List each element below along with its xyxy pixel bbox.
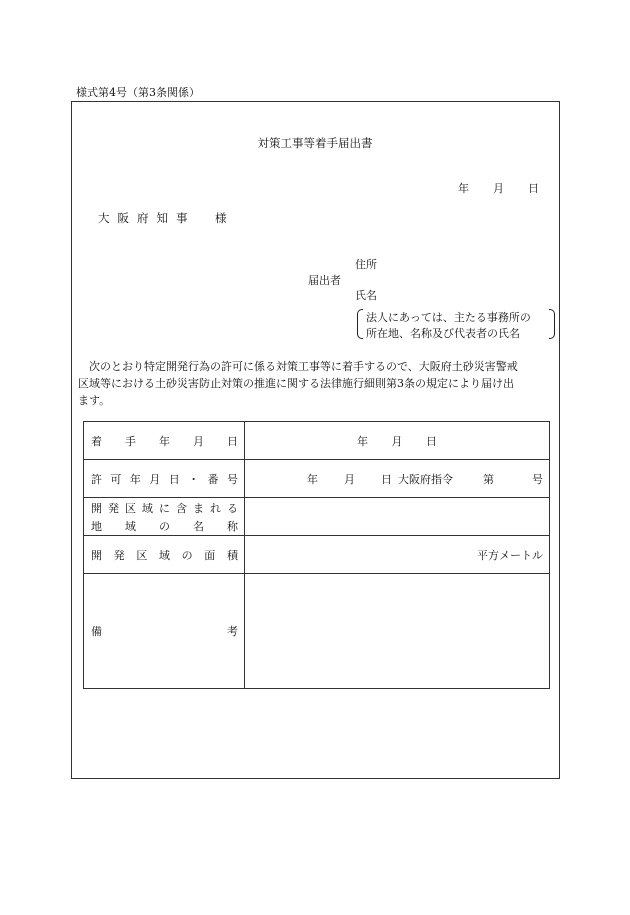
submission-date <box>458 180 539 196</box>
label-char: 域 <box>142 501 153 515</box>
table-row <box>84 536 550 574</box>
permit-year: 年 <box>307 472 318 486</box>
applicant-label: 届出者 <box>308 274 341 287</box>
label-char: に <box>159 501 170 515</box>
label-char: 備 <box>91 625 102 638</box>
label-char: 開 <box>91 548 102 562</box>
body-line-1: 次のとおり特定開発行為の許可に係る対策工事等に着手するので、大阪府土砂災害警戒 <box>78 360 518 373</box>
corporate-note-line1: 法人にあっては、主たる事務所の <box>366 311 531 324</box>
label-char: 積 <box>226 548 238 562</box>
label-char: 着 <box>91 434 102 448</box>
label-char: ・ <box>188 472 200 486</box>
area-size-label <box>84 536 245 574</box>
label-char: 番 <box>207 472 219 486</box>
start-month: 月 <box>391 434 403 448</box>
area-size-value[interactable] <box>245 536 550 574</box>
date-day: 日 <box>528 182 539 195</box>
label-char: 称 <box>227 519 238 533</box>
label-char: 年 <box>159 434 170 448</box>
label-char: の <box>159 519 170 533</box>
label-char: 区 <box>125 501 136 515</box>
name-label: 氏名 <box>355 289 377 302</box>
label-char: 年 <box>129 472 141 486</box>
start-date-label <box>84 422 245 460</box>
label-char: 許 <box>91 472 102 486</box>
bracket-left <box>357 309 363 339</box>
date-year: 年 <box>458 182 469 195</box>
label-char: 発 <box>113 548 125 562</box>
label-char: 域 <box>158 548 170 562</box>
label-char: 日 <box>227 434 238 448</box>
permit-number-suffix: 号 <box>532 472 543 486</box>
corporate-note <box>357 309 555 341</box>
table-row <box>84 498 550 536</box>
body-paragraph <box>78 358 558 409</box>
label-char: れ <box>210 501 221 515</box>
table-row <box>84 422 550 460</box>
address-label: 住所 <box>355 258 377 271</box>
permit-number-prefix: 第 <box>483 472 494 486</box>
form-code: 様式第4号（第3条関係） <box>76 86 200 99</box>
label-char: 日 <box>168 472 180 486</box>
label-char: 号 <box>226 472 238 486</box>
construction-info-table <box>83 421 550 689</box>
label-char: 発 <box>108 501 119 515</box>
label-char: 含 <box>176 501 187 515</box>
label-char: 開 <box>91 501 102 515</box>
label-char: ま <box>193 501 204 515</box>
date-month: 月 <box>493 182 504 195</box>
bracket-right <box>549 309 555 339</box>
label-char: 考 <box>227 625 238 638</box>
area-unit: 平方メートル <box>477 548 543 562</box>
permit-date-number-label <box>84 460 245 498</box>
remarks-value[interactable] <box>245 574 550 689</box>
label-char: る <box>227 501 238 515</box>
start-date-value[interactable] <box>245 422 550 460</box>
label-char: 名 <box>193 519 204 533</box>
label-char: 月 <box>193 434 204 448</box>
remarks-label <box>84 574 245 689</box>
label-char: 地 <box>91 519 102 533</box>
body-line-3: ます。 <box>78 394 111 407</box>
start-year: 年 <box>357 434 368 448</box>
label-char: 面 <box>204 548 216 562</box>
permit-day: 日 <box>381 472 392 486</box>
area-name-label <box>84 498 245 536</box>
label-char: の <box>181 548 193 562</box>
start-day: 日 <box>426 434 437 448</box>
table-row <box>84 574 550 689</box>
corporate-note-line2: 所在地、名称及び代表者の氏名 <box>366 327 520 340</box>
table-row <box>84 460 550 498</box>
area-name-value[interactable] <box>245 498 550 536</box>
label-char: 手 <box>125 434 136 448</box>
body-line-2: 区域等における土砂災害防止対策の推進に関する法律施行細則第3条の規定により届け出 <box>78 377 514 390</box>
permit-issuer: 大阪府指令 <box>398 472 453 486</box>
label-char: 可 <box>110 472 122 486</box>
addressee: 大阪府知事 様 <box>98 211 235 225</box>
permit-month: 月 <box>344 472 355 486</box>
permit-date-number-value[interactable] <box>245 460 550 498</box>
label-char: 区 <box>136 548 148 562</box>
label-char: 月 <box>149 472 161 486</box>
label-char: 域 <box>125 519 136 533</box>
document-title: 対策工事等着手届出書 <box>257 136 373 150</box>
